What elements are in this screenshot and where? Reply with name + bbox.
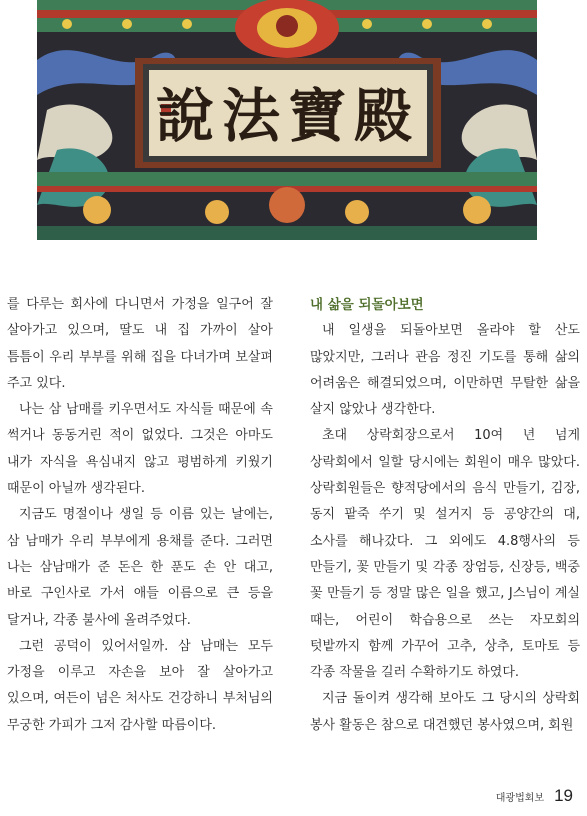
section-heading: 내 삶을 되돌아보면 <box>310 297 424 313</box>
page-footer <box>496 786 573 810</box>
right-paragraph-2: 초대 상락회장으로서 10여 년 넘게 상락회에서 일할 당시에는 회원이 매우 많았다. 상락회원들은 향적당에서의 음식 만들기, 김장, 동지 팥죽 쑤기 및 설거지 등 공양간의 대, 소사를 해나갔다. 그 외에도 4.8행사의 등 만들기, 꽃 만들기 및 각종 장엄등, 신장등, 백중 꽃 만들기 등 정말 많은 일을 했고, J스님이 계실 때는, 어린이 학습용으로 쓰는 자모회의 텃밭까지 함께 가꾸어 고추, 상추, 토마토 등 각종 작물을 길러 수확하기도 하였다. <box>310 428 580 681</box>
left-paragraph-2: 나는 삼 남매를 키우면서도 자식들 때문에 속 썩거나 동동거린 적이 없었다. 그것은 아마도 내가 자식을 욕심내지 않고 평범하게 키웠기 때문이 아닐까 생각된다. <box>7 402 273 497</box>
left-paragraph-1: 를 다루는 회사에 다니면서 가정을 일구어 잘 살아가고 있으며, 딸도 내 집 가까이 살아 틈틈이 우리 부부를 위해 집을 다녀가며 보살펴 주고 있다. <box>7 297 273 391</box>
right-paragraph-3: 지금 돌이켜 생각해 보아도 그 당시의 상락회 봉사 활동은 참으로 대견했던 봉사였으며, 회원 <box>310 691 580 733</box>
temple-signboard-photo <box>37 0 537 240</box>
right-paragraph-1: 내 일생을 되돌아보면 올라야 할 산도 많았지만, 그러나 관음 정진 기도를 통해 삶의 어려움은 해결되었으며, 이만하면 무탈한 삶을 살지 않았나 생각한다. <box>310 323 580 418</box>
right-column <box>310 292 580 739</box>
left-paragraph-4: 그런 공덕이 있어서일까. 삼 남매는 모두 가정을 이루고 자손을 보아 잘 살아가고 있으며, 여든이 넘은 처사도 건강하니 부처님의 무궁한 가피가 그저 감사할 따름이다. <box>7 638 273 733</box>
left-column <box>7 292 273 739</box>
page-number: 19 <box>554 786 573 805</box>
temple-signboard-illustration <box>37 0 537 240</box>
signboard-text: 說法寶殿 <box>155 82 421 150</box>
publication-name: 대광법회보 <box>495 793 545 804</box>
left-paragraph-3: 지금도 명절이나 생일 등 이름 있는 날에는, 삼 남매가 우리 부부에게 용채를 준다. 그러면 나는 삼남매가 준 돈은 한 푼도 손 안 대고, 바로 구인사로 가서 애들 이름으로 큰 등을 달거나, 각종 불사에 올려주었다. <box>7 507 273 628</box>
